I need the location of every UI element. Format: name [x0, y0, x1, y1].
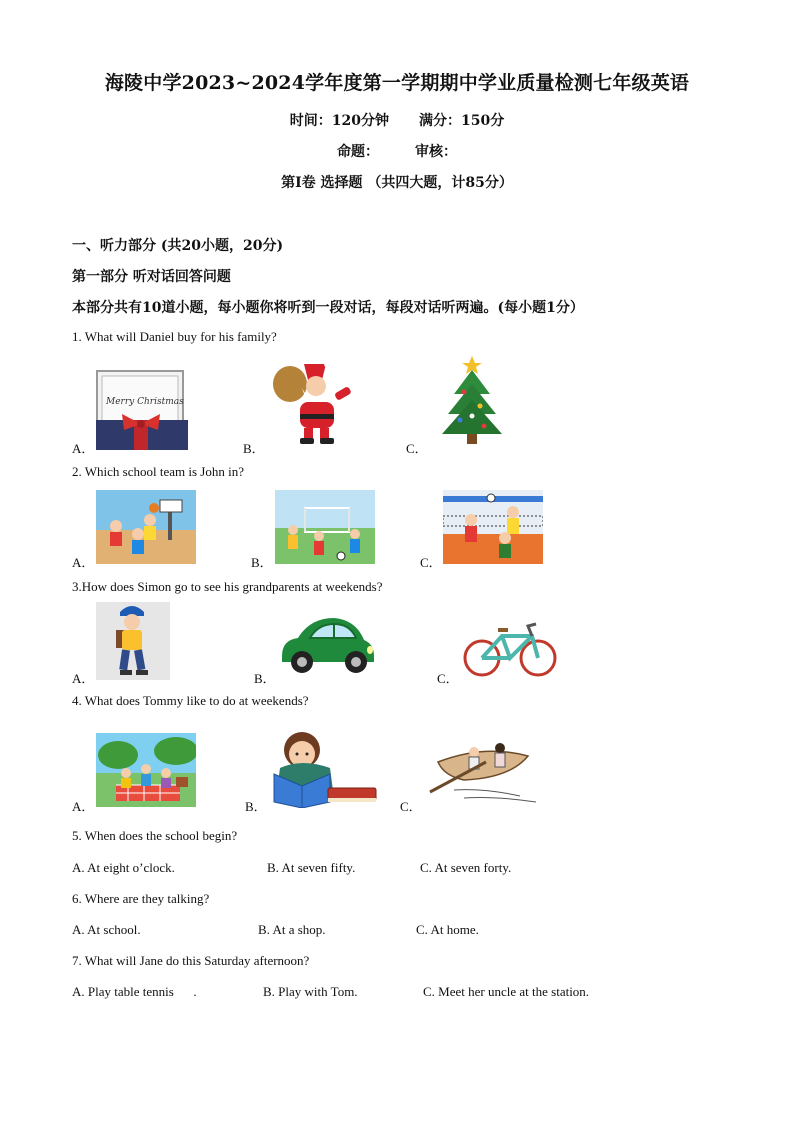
part-heading: 第一部分 听对话回答问题 — [72, 269, 231, 285]
q7-option-b: B. Play with Tom. — [263, 984, 358, 999]
bicycle-image — [462, 620, 558, 680]
christmas-tree-image — [438, 354, 506, 446]
q7-option-a: A. Play table tennis . — [72, 984, 197, 999]
q5-option-a: A. At eight o’clock. — [72, 860, 175, 875]
reading-girl-image — [268, 728, 380, 808]
q2-option-a-label: A． — [72, 555, 95, 570]
exam-time: 时间：120分钟 — [289, 113, 389, 129]
q3-option-b-label: B． — [254, 671, 276, 686]
santa-claus-image — [270, 358, 358, 446]
question-5: 5. When does the school begin? — [72, 828, 238, 843]
question-6: 6. Where are they talking? — [72, 891, 210, 906]
volleyball-team-image — [443, 490, 543, 564]
christmas-card-image — [96, 370, 188, 450]
rowing-boat-image — [424, 738, 538, 808]
q3-option-a-label: A． — [72, 671, 95, 686]
question-3: 3.How does Simon go to see his grandparents at weekends? — [72, 579, 383, 594]
picnic-image — [96, 733, 196, 807]
q6-option-a: A. At school. — [72, 922, 141, 937]
q2-option-c-label: C． — [420, 555, 442, 570]
q5-option-b: B. At seven fifty. — [267, 860, 356, 875]
question-7: 7. What will Jane do this Saturday afternoon? — [72, 953, 310, 968]
football-team-image — [275, 490, 375, 564]
q4-option-a-label: A． — [72, 799, 95, 814]
volume-heading: 第I卷 选择题 （共四大题，计85分） — [281, 175, 513, 191]
walking-boy-image — [96, 602, 170, 680]
part-instruction: 本部分共有10道小题，每小题你将听到一段对话，每段对话听两遍。(每小题1分） — [72, 300, 584, 316]
exam-title: 海陵中学2023~2024学年度第一学期期中学业质量检测七年级英语 — [104, 72, 690, 94]
question-4: 4. What does Tommy like to do at weekends? — [72, 693, 309, 708]
q7-option-c: C. Meet her uncle at the station. — [423, 984, 590, 999]
q2-option-b-label: B． — [251, 555, 273, 570]
q6-option-b: B. At a shop. — [258, 922, 326, 937]
q1-option-b-label: B． — [243, 441, 265, 456]
q4-option-b-label: B． — [245, 799, 267, 814]
section-heading: 一、听力部分 (共20小题，20分) — [72, 238, 284, 254]
question-2: 2. Which school team is John in? — [72, 464, 244, 479]
q5-option-c: C. At seven forty. — [420, 860, 512, 875]
exam-info-line — [0, 110, 794, 130]
exam-author: 命题： — [337, 144, 379, 160]
car-image — [276, 612, 378, 678]
question-1: 1. What will Daniel buy for his family? — [72, 329, 277, 344]
q6-option-c: C. At home. — [416, 922, 479, 937]
exam-reviewer: 审核： — [415, 144, 457, 160]
exam-author-line — [0, 141, 794, 161]
q3-option-c-label: C． — [437, 671, 459, 686]
basketball-team-image — [96, 490, 196, 564]
q1-option-a-label: A． — [72, 441, 95, 456]
q1-option-c-label: C． — [406, 441, 428, 456]
exam-score: 满分：150分 — [419, 113, 505, 129]
card-text: Merry Christmas — [106, 397, 184, 407]
q4-option-c-label: C． — [400, 799, 422, 814]
